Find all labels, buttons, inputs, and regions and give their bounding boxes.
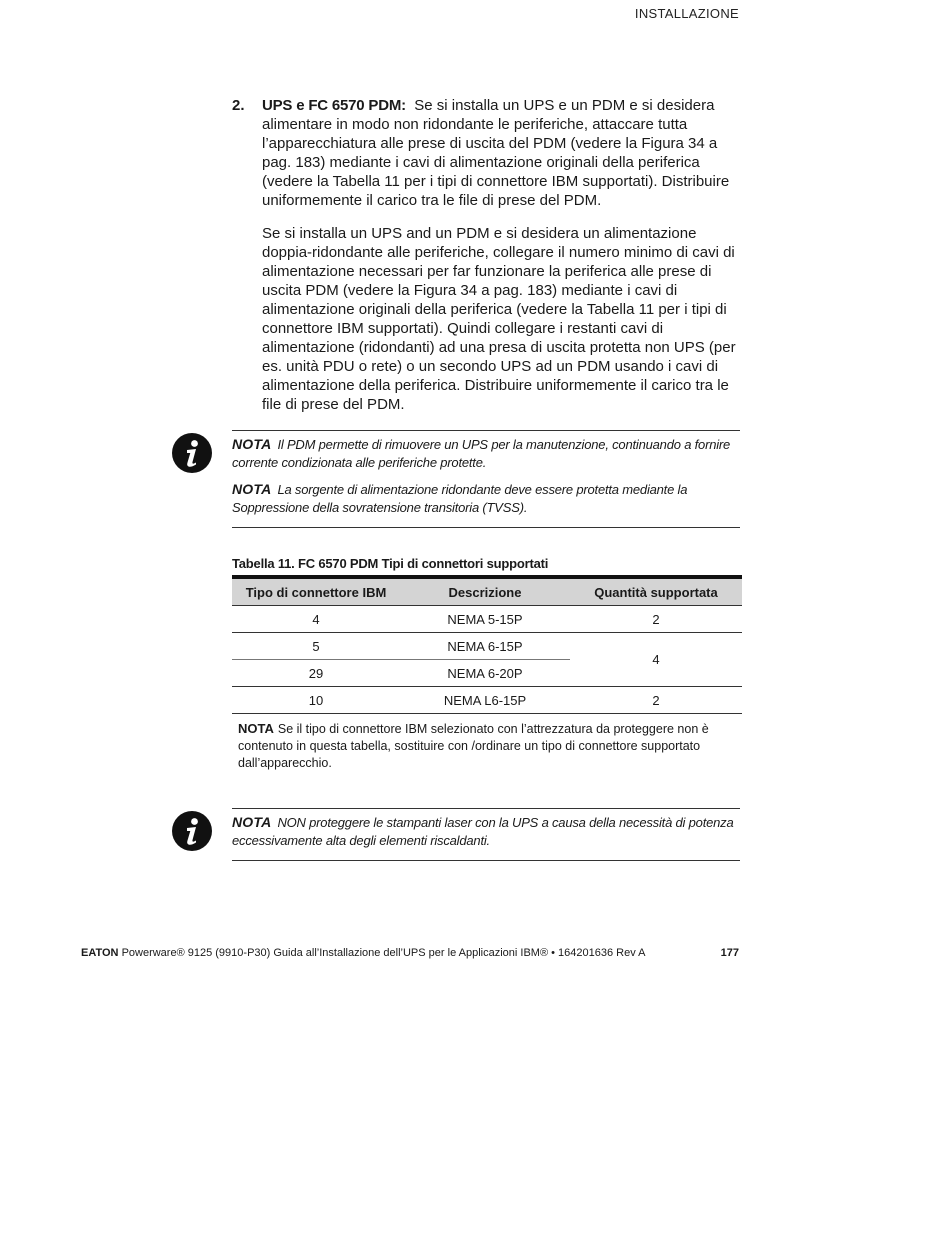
connector-type-cell: 29 [308,665,324,681]
connector-type-cell: 4 [312,611,320,627]
step-title: UPS e FC 6570 PDM: [262,97,406,114]
table-row [232,687,742,714]
description-cell: NEMA 6-20P [447,665,523,681]
note-label: NOTA [238,721,274,736]
table-caption: Tabella 11. FC 6570 PDM Tipi di connettori supportati [232,556,549,571]
note-label: NOTA [232,814,272,830]
description-cell: NEMA 5-15P [447,611,523,627]
connector-type-cell: 5 [312,638,320,654]
connector-type-cell: 10 [308,692,324,708]
note-text: NON proteggere le stampanti laser con la UPS a causa della necessità di potenza eccessivamente alta degli elementi riscaldanti. [232,815,734,848]
note-text: Il PDM permette di rimuovere un UPS per la manutenzione, continuando a fornire corrente condizionata alle periferiche protette. [232,437,731,470]
table-note [232,713,742,772]
quantity-cell: 2 [652,611,660,627]
step-paragraph-1 [262,96,740,210]
step-number: 2. [232,97,245,114]
column-header: Descrizione [448,584,522,600]
note-label: NOTA [232,436,272,452]
note-3 [232,813,740,850]
footer-citation [81,947,645,959]
note-text: La sorgente di alimentazione ridondante deve essere protetta mediante la Soppressione della sovratensione transitoria (TVSS). [232,482,688,515]
description-cell: NEMA 6-15P [447,638,523,654]
quantity-cell: 4 [652,652,660,667]
description-cell: NEMA L6-15P [443,692,527,708]
table-row [232,606,742,633]
note-1 [232,435,740,472]
table-header-row [232,577,742,606]
note-text: Se il tipo di connettore IBM selezionato con l’attrezzatura da proteggere non è contenuto in questa tabella, sostituire con /ordinare un tipo di connettore supportato dall’apparecchio. [238,722,709,770]
info-icon [172,811,212,851]
note-2 [232,480,740,517]
info-icon [172,433,212,473]
page-content [232,96,740,861]
quantity-cell: 2 [652,692,660,708]
connector-table [232,575,742,713]
note-label: NOTA [232,481,272,497]
footer-brand: EATON [81,947,119,959]
table-row [232,633,742,660]
running-header: INSTALLAZIONE [634,6,739,21]
step-paragraph-2: Se si installa un UPS and un PDM e si desidera un alimentazione doppia-ridondante alle periferiche, collegare il numero minimo di cavi di alimentazione necessari per far funzionare la periferica alle prese di uscita PDM (vedere la Figura 34 a pag. 183) mediante i cavi di alimentazione originali della periferica (vedere la Tabella 11 per i tipi di connettore IBM supportati). Quindi collegare i restanti cavi di alimentazione (ridondanti) ad una presa di uscita protetta non UPS (per es. unità PDU o rete) o un secondo UPS ad un PDM usando i cavi di alimentazione della periferica. Distribuire uniformemente il carico tra le file di prese del PDM. [262,225,736,413]
page-footer [81,947,739,959]
step-para1-text: Se si installa un UPS e un PDM e si desidera alimentare in modo non ridondante le periferiche, attaccare tutta l’apparecchiatura alle prese di uscita del PDM (vedere la Figura 34 a pag. 183) mediante i cavi di alimentazione originali della periferica (vedere la Tabella 11 per i tipi di connettore IBM supportati). Distribuire uniformemente il carico tra le file di prese del PDM. [262,97,730,209]
footer-text: Powerware® 9125 (9910-P30) Guida all’Installazione dell’UPS per le Applicazioni IBM® • 164201636 Rev A [121,947,646,959]
step-2 [232,96,740,428]
step-body [262,96,740,428]
column-header: Quantità supportata [594,584,718,600]
column-header: Tipo di connettore IBM [245,584,387,600]
page-number: 177 [720,947,739,959]
note-block-2 [232,808,740,861]
note-block-1 [232,430,740,528]
